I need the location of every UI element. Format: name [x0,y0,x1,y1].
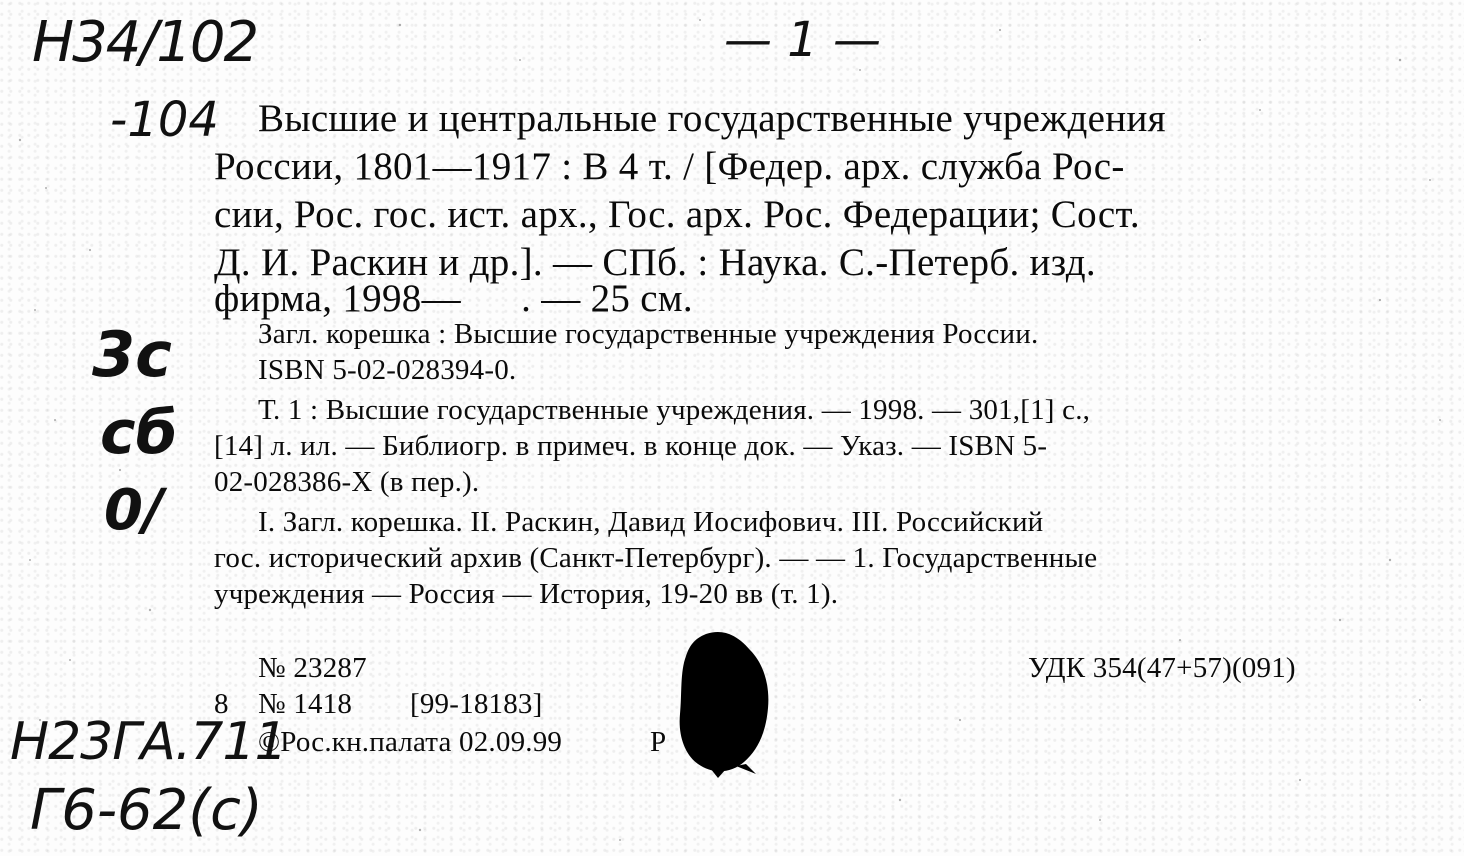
footer-number-2: № 1418 [258,688,353,720]
entry-line-2 [214,144,1352,189]
volume-line-1: Т. 1 : Высшие государственные учреждения. — 1998. — 301,[1] с., [258,394,1091,426]
entry-line-3 [214,192,1352,237]
entry-line-2-text: России, 1801—1917 : В 4 т. / [Федер. арх. служба Рос- [214,145,1125,188]
footer-bracket-code: [99-18183] [410,688,543,720]
tracing-line-2: гос. исторический архив (Санкт-Петербург). — — 1. Государственные [214,542,1098,574]
entry-line-3-text: сии, Рос. гос. ист. арх., Гос. арх. Рос. Федерации; Сост. [214,193,1140,236]
footer-copyright: ©Рос.кн.палата 02.09.99 [258,726,563,758]
handwritten-mark-o: 0/ [104,478,164,543]
handwritten-bottom-code-1: Н23ГА.711 [10,712,287,772]
tracing-line-3: учреждения — Россия — История, 19-20 вв (т. 1). [214,578,839,610]
udc-code: УДК 354(47+57)(091) [1028,652,1296,684]
volume-line-3: 02-028386-Х (в пер.). [214,466,480,498]
footer-copyright-tail: Р [650,726,667,758]
entry-line-1 [258,96,1352,141]
footer-prefix-8: 8 [214,688,229,720]
footer-number-1: № 23287 [258,652,367,684]
entry-line-5 [214,276,693,321]
handwritten-range-suffix: -104 [110,92,219,148]
page-number: — 1 — [724,12,882,68]
handwritten-mark-sb: сб [100,398,178,468]
note-isbn: ISBN 5-02-028394-0. [258,354,517,386]
entry-line-4-text: Д. И. Раскин и др.]. — СПб. : Наука. С.-Петерб. изд. [214,241,1096,284]
handwritten-mark-3c: 3с [92,318,172,391]
handwritten-call-number: Н34/102 [32,10,258,75]
ink-blot [666,628,786,778]
volume-line-2: [14] л. ил. — Библиогр. в примеч. в конце док. — Указ. — ISBN 5- [214,430,1048,462]
handwritten-bottom-code-2: Г6-62(с) [30,778,263,843]
note-spine-title: Загл. корешка : Высшие государственные учреждения России. [258,318,1039,350]
entry-line-1-text: Высшие и центральные государственные учреждения [258,97,1166,140]
tracing-line-1: I. Загл. корешка. II. Раскин, Давид Иосифович. III. Российский [258,506,1044,538]
entry-line-5-text: фирма, 1998— . — 25 см. [214,277,693,320]
